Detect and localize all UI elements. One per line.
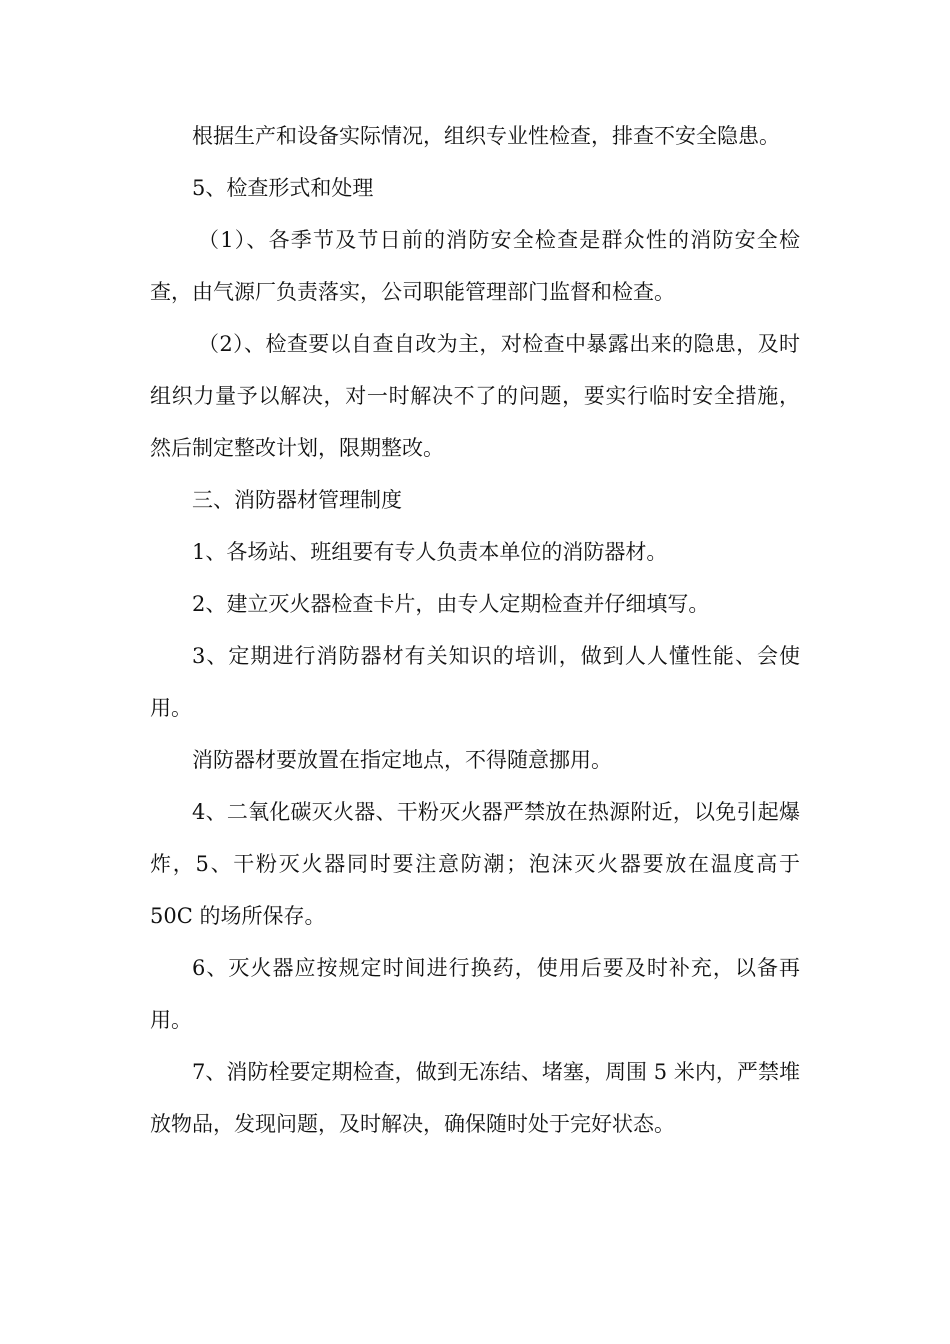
paragraph-rule-6: 6、灭火器应按规定时间进行换药，使用后要及时补充，以备再用。 [150,956,800,1032]
paragraph-rule-3: 3、定期进行消防器材有关知识的培训，做到人人懂性能、会使用。 [150,644,800,720]
paragraph-inspection-hazards: 根据生产和设备实际情况，组织专业性检查，排查不安全隐患。 [192,124,780,148]
paragraph-rule-4-5: 4、二氧化碳灭火器、干粉灭火器严禁放在热源附近，以免引起爆炸，5、干粉灭火器同时要注意防潮；泡沫灭火器要放在温度高于 50C 的场所保存。 [150,800,800,928]
paragraph-rule-7: 7、消防栓要定期检查，做到无冻结、堵塞，周围 5 米内，严禁堆放物品，发现问题，及时解决，确保随时处于完好状态。 [150,1060,800,1136]
paragraph-rule-1: 1、各场站、班组要有专人负责本单位的消防器材。 [192,540,668,564]
paragraph-placement-rule: 消防器材要放置在指定地点，不得随意挪用。 [192,748,612,772]
paragraph-heading-inspection-form: 5、检查形式和处理 [192,176,374,200]
paragraph-heading-equipment-management: 三、消防器材管理制度 [192,488,402,512]
paragraph-item-2-self-check: （2）、检查要以自查自改为主，对检查中暴露出来的隐患，及时组织力量予以解决，对一时解决不了的问题，要实行临时安全措施，然后制定整改计划，限期整改。 [150,332,800,460]
document-body [150,110,800,1150]
paragraph-rule-2: 2、建立灭火器检查卡片，由专人定期检查并仔细填写。 [192,592,710,616]
paragraph-item-1-seasonal-check: （1）、各季节及节日前的消防安全检查是群众性的消防安全检查，由气源厂负责落实，公司职能管理部门监督和检查。 [150,228,800,304]
